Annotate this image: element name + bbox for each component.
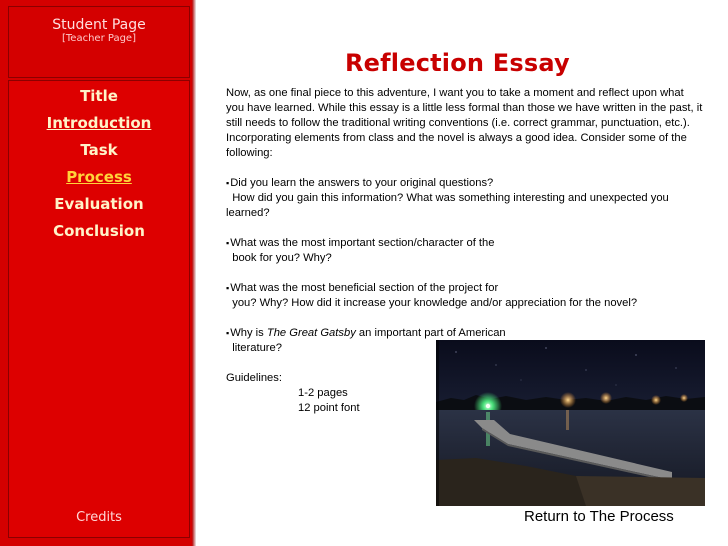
page-title: Reflection Essay [345, 49, 570, 77]
nav-evaluation[interactable]: Evaluation [54, 195, 144, 213]
sidebar-header [8, 6, 190, 78]
question-1-cont: How did you gain this information? What was something interesting and unexpected you learned? [226, 192, 669, 219]
question-4: ▪ Why is The Great Gatsby an important part of American [226, 326, 704, 341]
nav-process[interactable]: Process [66, 168, 132, 186]
question-1: ▪ Did you learn the answers to your original questions? [226, 176, 704, 191]
sidebar [0, 0, 196, 546]
student-page-title[interactable]: Student Page [52, 17, 146, 33]
question-3: ▪ What was the most beneficial section of the project for [226, 281, 704, 296]
nav-conclusion[interactable]: Conclusion [53, 222, 145, 240]
question-2: ▪ What was the most important section/character of the [226, 236, 704, 251]
nav-title[interactable]: Title [80, 87, 118, 105]
return-to-process-link[interactable]: Return to The Process [524, 508, 674, 525]
nav-task[interactable]: Task [80, 141, 118, 159]
question-3-cont: you? Why? How did it increase your knowledge and/or appreciation for the novel? [232, 297, 638, 309]
question-4-cont: literature? [232, 342, 282, 354]
guidelines-label: Guidelines: [226, 372, 282, 384]
sidebar-edge [192, 0, 196, 546]
teacher-page-link[interactable]: [Teacher Page] [62, 33, 136, 44]
credits-link[interactable]: Credits [76, 510, 122, 525]
lake-dock-night-photo [436, 340, 705, 506]
nav-introduction[interactable]: Introduction [46, 114, 152, 132]
novel-title: The Great Gatsby [266, 327, 356, 339]
guideline-pages: 1-2 pages [298, 387, 348, 399]
guideline-font: 12 point font [298, 402, 360, 414]
question-2-cont: book for you? Why? [232, 252, 332, 264]
sidebar-nav [8, 80, 190, 538]
intro-paragraph: Now, as one final piece to this adventure, I want you to take a moment and reflect upon what you have learned. While this essay is a little less formal than those we have written in the past, it still needs to follow the traditional writing conventions (i.e. correct grammar, punctuation, etc.). Incorporating elements from class and the novel is always a good idea. Consider some of the following: [226, 87, 703, 159]
